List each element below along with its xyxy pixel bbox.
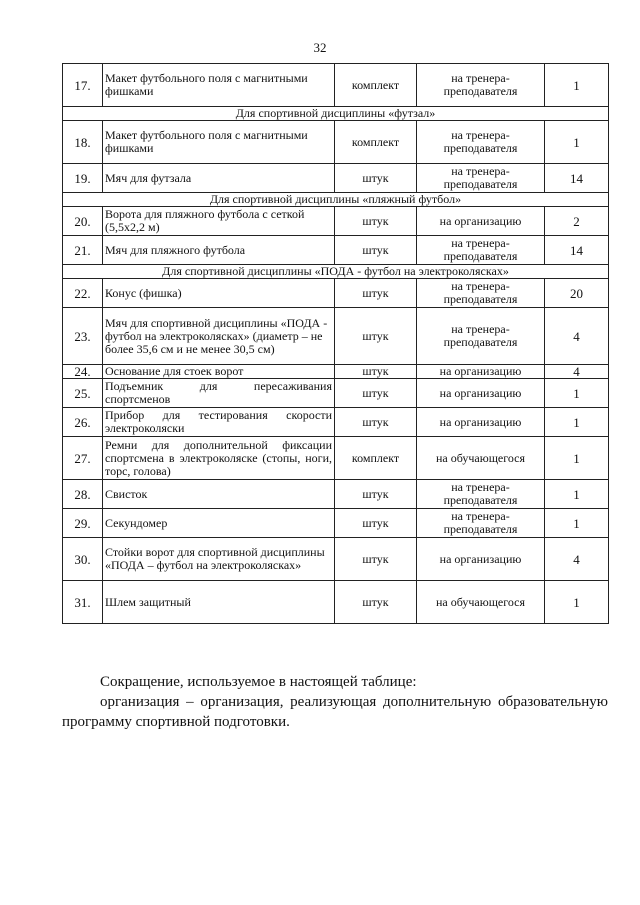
item-quantity: 1 bbox=[545, 437, 609, 480]
table-row bbox=[63, 64, 609, 107]
item-name: Макет футбольного поля с магнитными фишками bbox=[103, 121, 335, 164]
unit-of-measure: комплект bbox=[335, 437, 417, 480]
unit-of-measure: штук bbox=[335, 408, 417, 437]
calculation-unit: на тренера-преподавателя bbox=[417, 509, 545, 538]
calculation-unit: на тренера-преподавателя bbox=[417, 236, 545, 265]
item-name: Мяч для футзала bbox=[103, 164, 335, 193]
item-name: Шлем защитный bbox=[103, 581, 335, 624]
row-number: 29. bbox=[63, 509, 103, 538]
row-number: 19. bbox=[63, 164, 103, 193]
calculation-unit: на обучающегося bbox=[417, 437, 545, 480]
unit-of-measure: штук bbox=[335, 236, 417, 265]
row-number: 24. bbox=[63, 365, 103, 379]
table-row bbox=[63, 121, 609, 164]
table-row bbox=[63, 581, 609, 624]
item-quantity: 14 bbox=[545, 236, 609, 265]
row-number: 21. bbox=[63, 236, 103, 265]
section-title: Для спортивной дисциплины «футзал» bbox=[63, 107, 609, 121]
calculation-unit: на организацию bbox=[417, 538, 545, 581]
page-number: 32 bbox=[313, 40, 327, 55]
unit-of-measure: комплект bbox=[335, 121, 417, 164]
calculation-unit: на организацию bbox=[417, 207, 545, 236]
item-name: Ремни для дополнительной фиксации спортсмена в электроколяске (стопы, ноги, торс, голова) bbox=[103, 437, 335, 480]
section-header-row bbox=[63, 265, 609, 279]
item-quantity: 1 bbox=[545, 408, 609, 437]
table-row bbox=[63, 480, 609, 509]
row-number: 31. bbox=[63, 581, 103, 624]
item-name: Стойки ворот для спортивной дисциплины «ПОДА – футбол на электроколясках» bbox=[103, 538, 335, 581]
item-quantity: 14 bbox=[545, 164, 609, 193]
item-name: Прибор для тестирования скорости электроколяски bbox=[103, 408, 335, 437]
row-number: 17. bbox=[63, 64, 103, 107]
item-quantity: 4 bbox=[545, 365, 609, 379]
item-name: Конус (фишка) bbox=[103, 279, 335, 308]
item-name: Ворота для пляжного футбола с сеткой (5,5x2,2 м) bbox=[103, 207, 335, 236]
section-header-row bbox=[63, 107, 609, 121]
unit-of-measure: штук bbox=[335, 538, 417, 581]
section-header-row bbox=[63, 193, 609, 207]
table-row bbox=[63, 365, 609, 379]
table-row bbox=[63, 509, 609, 538]
calculation-unit: на обучающегося bbox=[417, 581, 545, 624]
table-row bbox=[63, 437, 609, 480]
equipment-table-body bbox=[63, 64, 609, 624]
row-number: 30. bbox=[63, 538, 103, 581]
item-name: Подъемник для пересаживания спортсменов bbox=[103, 379, 335, 408]
item-quantity: 1 bbox=[545, 509, 609, 538]
table-row bbox=[63, 379, 609, 408]
table-row bbox=[63, 207, 609, 236]
unit-of-measure: штук bbox=[335, 480, 417, 509]
notes-heading: Сокращение, используемое в настоящей таблице: bbox=[100, 674, 417, 690]
item-name: Мяч для пляжного футбола bbox=[103, 236, 335, 265]
table-row bbox=[63, 408, 609, 437]
calculation-unit: на тренера-преподавателя bbox=[417, 164, 545, 193]
item-quantity: 1 bbox=[545, 379, 609, 408]
item-quantity: 1 bbox=[545, 64, 609, 107]
table-row bbox=[63, 308, 609, 365]
unit-of-measure: штук bbox=[335, 379, 417, 408]
item-quantity: 1 bbox=[545, 581, 609, 624]
row-number: 28. bbox=[63, 480, 103, 509]
row-number: 23. bbox=[63, 308, 103, 365]
notes-definition: организация – организация, реализующая дополнительную образовательную программу спортивной подготовки. bbox=[62, 694, 608, 730]
item-quantity: 4 bbox=[545, 308, 609, 365]
item-name: Мяч для спортивной дисциплины «ПОДА - футбол на электроколясках» (диаметр – не более 35,6 см и не менее 30,5 см) bbox=[103, 308, 335, 365]
unit-of-measure: штук bbox=[335, 365, 417, 379]
item-quantity: 20 bbox=[545, 279, 609, 308]
calculation-unit: на тренера-преподавателя bbox=[417, 480, 545, 509]
item-quantity: 4 bbox=[545, 538, 609, 581]
calculation-unit: на организацию bbox=[417, 408, 545, 437]
item-name: Макет футбольного поля с магнитными фишками bbox=[103, 64, 335, 107]
calculation-unit: на тренера-преподавателя bbox=[417, 64, 545, 107]
table-row bbox=[63, 164, 609, 193]
row-number: 18. bbox=[63, 121, 103, 164]
table-row bbox=[63, 279, 609, 308]
calculation-unit: на тренера-преподавателя bbox=[417, 279, 545, 308]
table-row bbox=[63, 538, 609, 581]
item-quantity: 1 bbox=[545, 480, 609, 509]
row-number: 22. bbox=[63, 279, 103, 308]
abbreviation-notes bbox=[62, 672, 608, 732]
item-quantity: 1 bbox=[545, 121, 609, 164]
row-number: 20. bbox=[63, 207, 103, 236]
equipment-table bbox=[62, 63, 609, 624]
unit-of-measure: штук bbox=[335, 509, 417, 538]
item-name: Секундомер bbox=[103, 509, 335, 538]
item-name: Основание для стоек ворот bbox=[103, 365, 335, 379]
section-title: Для спортивной дисциплины «ПОДА - футбол на электроколясках» bbox=[63, 265, 609, 279]
table-row bbox=[63, 236, 609, 265]
unit-of-measure: штук bbox=[335, 207, 417, 236]
unit-of-measure: штук bbox=[335, 581, 417, 624]
row-number: 26. bbox=[63, 408, 103, 437]
calculation-unit: на тренера-преподавателя bbox=[417, 308, 545, 365]
calculation-unit: на тренера-преподавателя bbox=[417, 121, 545, 164]
item-quantity: 2 bbox=[545, 207, 609, 236]
section-title: Для спортивной дисциплины «пляжный футбол» bbox=[63, 193, 609, 207]
unit-of-measure: штук bbox=[335, 164, 417, 193]
row-number: 25. bbox=[63, 379, 103, 408]
calculation-unit: на организацию bbox=[417, 365, 545, 379]
calculation-unit: на организацию bbox=[417, 379, 545, 408]
item-name: Свисток bbox=[103, 480, 335, 509]
row-number: 27. bbox=[63, 437, 103, 480]
unit-of-measure: комплект bbox=[335, 64, 417, 107]
unit-of-measure: штук bbox=[335, 308, 417, 365]
unit-of-measure: штук bbox=[335, 279, 417, 308]
